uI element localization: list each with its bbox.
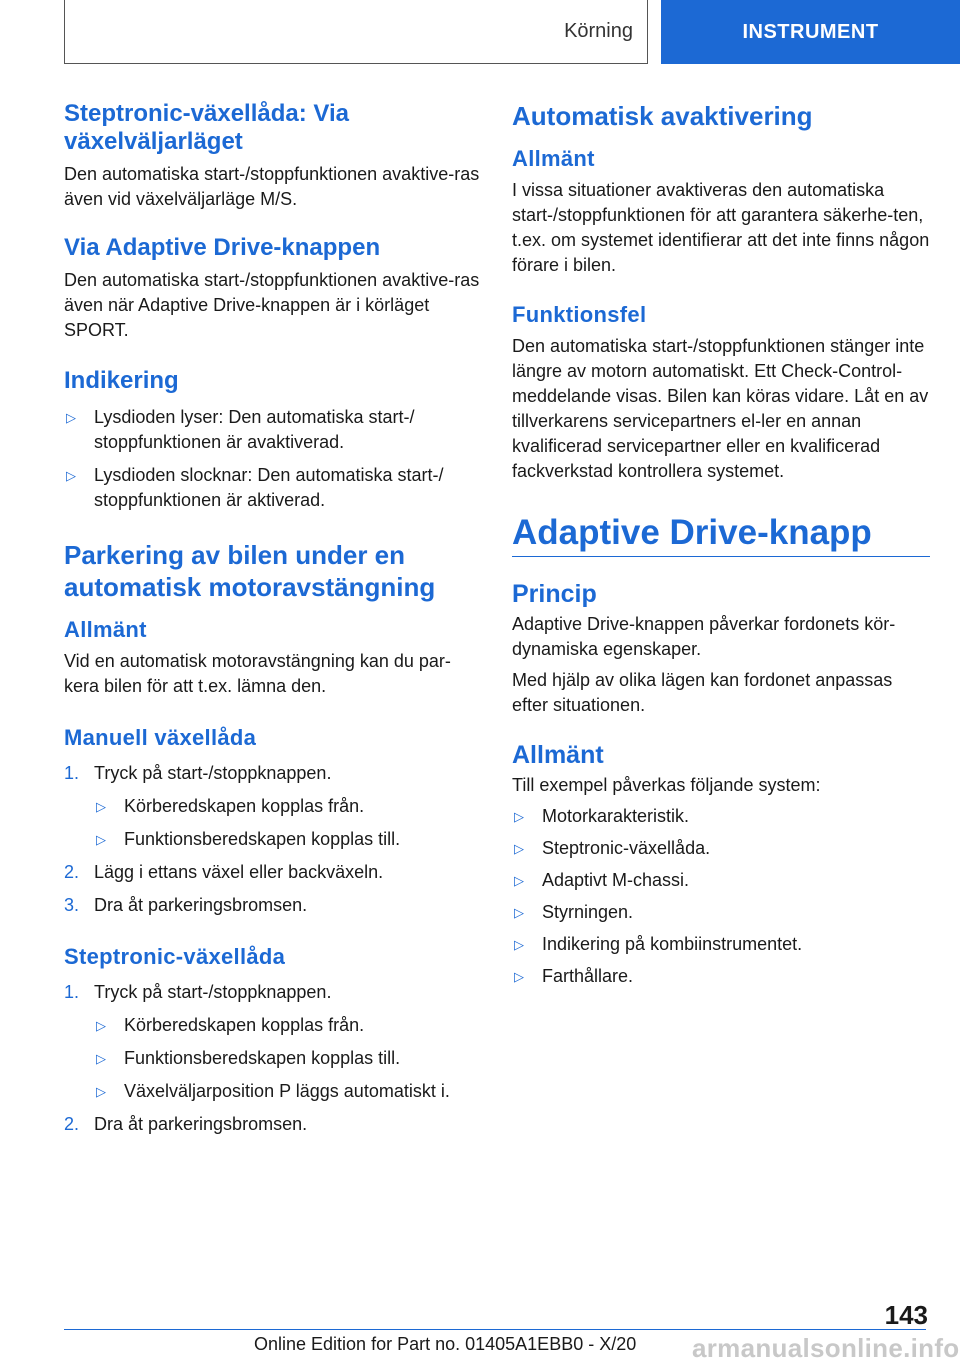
step-text: Lägg i ettans växel eller backväxeln. (94, 862, 384, 882)
substep-text: Körberedskapen kopplas från. (124, 1015, 365, 1035)
list-item-text: Steptronic-växellåda. (542, 838, 711, 858)
list-item (64, 405, 482, 455)
list-item-text: Indikering på kombiinstrumentet. (542, 934, 803, 954)
left-column (64, 100, 482, 1137)
footer-edition: Online Edition for Part no. 01405A1EBB0 - X/20 (254, 1334, 637, 1354)
list-item (512, 964, 930, 989)
triangle-bullet-icon: ▷ (514, 937, 524, 952)
header-chapter-tab (661, 0, 960, 64)
paragraph-allmant-left: Vid en automatisk motoravstängning kan du par-kera bilen för att t.ex. lämna den. (64, 651, 451, 696)
triangle-bullet-icon: ▷ (96, 799, 106, 814)
step-text: Tryck på start-/stoppknappen. (94, 763, 332, 783)
paragraph-princip-1: Adaptive Drive-knappen påverkar fordonets kör-dynamiska egenskaper. (512, 614, 896, 659)
substep-text: Funktionsberedskapen kopplas till. (124, 1048, 401, 1068)
step-text: Dra åt parkeringsbromsen. (94, 1114, 308, 1134)
list-item-text: Styrningen. (542, 902, 634, 922)
step-number: 2. (64, 862, 80, 882)
list-item (512, 836, 930, 861)
triangle-bullet-icon: ▷ (96, 1051, 106, 1066)
step-text: Dra åt parkeringsbromsen. (94, 895, 308, 915)
right-column (512, 100, 930, 989)
triangle-bullet-icon: ▷ (514, 969, 524, 984)
heading-indikering: Indikering (64, 367, 179, 394)
heading-princip: Princip (512, 580, 597, 608)
list-item (64, 794, 482, 819)
heading-automatisk-avaktivering: Automatisk avaktivering (512, 101, 813, 131)
list-item (64, 860, 482, 885)
list-item (64, 980, 482, 1005)
list-item (512, 932, 930, 957)
substep-text: Körberedskapen kopplas från. (124, 796, 365, 816)
list-item (64, 827, 482, 852)
heading-allmant-systems: Allmänt (512, 741, 604, 769)
triangle-bullet-icon: ▷ (514, 873, 524, 888)
list-item (64, 761, 482, 786)
list-item (512, 900, 930, 925)
step-number: 1. (64, 982, 80, 1002)
header-section-label: Körning (564, 20, 633, 42)
footer-divider (64, 1329, 926, 1330)
heading-allmant-left: Allmänt (64, 617, 147, 642)
list-item-text: Lysdioden lyser: Den automatiska start-/ stoppfunktionen är avaktiverad. (94, 407, 415, 452)
heading-via-adaptive-drive: Via Adaptive Drive-knappen (64, 234, 381, 261)
heading-adaptive-drive-knapp: Adaptive Drive-knapp (512, 512, 930, 557)
triangle-bullet-icon: ▷ (66, 468, 76, 483)
substep-text: Funktionsberedskapen kopplas till. (124, 829, 401, 849)
page-number: 143 (884, 1300, 928, 1330)
heading-steptronic-vaxellada: Steptronic-växellåda (64, 944, 286, 969)
list-item (64, 893, 482, 918)
paragraph-via-adaptive-drive: Den automatiska start-/stoppfunktionen avaktive-ras även när Adaptive Drive-knappen är i körläget SPORT. (64, 270, 480, 340)
triangle-bullet-icon: ▷ (514, 809, 524, 824)
heading-allmant-right: Allmänt (512, 146, 595, 171)
heading-funktionsfel: Funktionsfel (512, 302, 647, 327)
heading-manuell-vaxellada: Manuell växellåda (64, 725, 257, 750)
triangle-bullet-icon: ▷ (66, 410, 76, 425)
paragraph-allmant-right: I vissa situationer avaktiveras den automatiska start-/stoppfunktionen för att garantera säkerhe-ten, t.ex. om systemet identifierar att det inte finns någon förare i bilen. (512, 180, 930, 275)
paragraph-princip-2: Med hjälp av olika lägen kan fordonet anpassas efter situationen. (512, 670, 893, 715)
triangle-bullet-icon: ▷ (514, 905, 524, 920)
triangle-bullet-icon: ▷ (514, 841, 524, 856)
heading-steptronic-via-selector: Steptronic-växellåda: Via växelväljarläget (64, 100, 349, 155)
list-item-text: Farthållare. (542, 966, 634, 986)
heading-parkering: Parkering av bilen under en automatisk motoravstängning (64, 540, 436, 602)
list-item (64, 1079, 482, 1104)
header-section-tab (64, 0, 648, 64)
paragraph-allmant-systems: Till exempel påverkas följande system: (512, 775, 821, 795)
list-item (64, 1013, 482, 1038)
paragraph-funktionsfel: Den automatiska start-/stoppfunktionen stänger inte längre av motorn automatiskt. Ett Check-Control-meddelande visas. Bilen kan köras vidare. Låt en av tillverkarens servicepartners el-ler en annan kvalificerad servicepartner eller en kvalificerad fackverkstad kontrollera systemet. (512, 336, 929, 481)
triangle-bullet-icon: ▷ (96, 1018, 106, 1033)
list-item-text: Lysdioden slocknar: Den automatiska start-/ stoppfunktionen är aktiverad. (94, 465, 444, 510)
list-item (64, 1112, 482, 1137)
list-item (512, 804, 930, 829)
list-item (64, 463, 482, 513)
triangle-bullet-icon: ▷ (96, 1084, 106, 1099)
step-number: 3. (64, 895, 80, 915)
list-item (512, 868, 930, 893)
watermark: armanualsonline.info (692, 1333, 960, 1363)
triangle-bullet-icon: ▷ (96, 832, 106, 847)
substep-text: Växelväljarposition P läggs automatiskt i. (124, 1081, 450, 1101)
header-chapter-label: INSTRUMENT (742, 20, 879, 43)
step-number: 1. (64, 763, 80, 783)
list-item (64, 1046, 482, 1071)
list-item-text: Motorkarakteristik. (542, 806, 690, 826)
step-text: Tryck på start-/stoppknappen. (94, 982, 332, 1002)
paragraph-steptronic-via-selector: Den automatiska start-/stoppfunktionen avaktive-ras även vid växelväljarläge M/S. (64, 164, 480, 209)
step-number: 2. (64, 1114, 80, 1134)
list-item-text: Adaptivt M-chassi. (542, 870, 690, 890)
